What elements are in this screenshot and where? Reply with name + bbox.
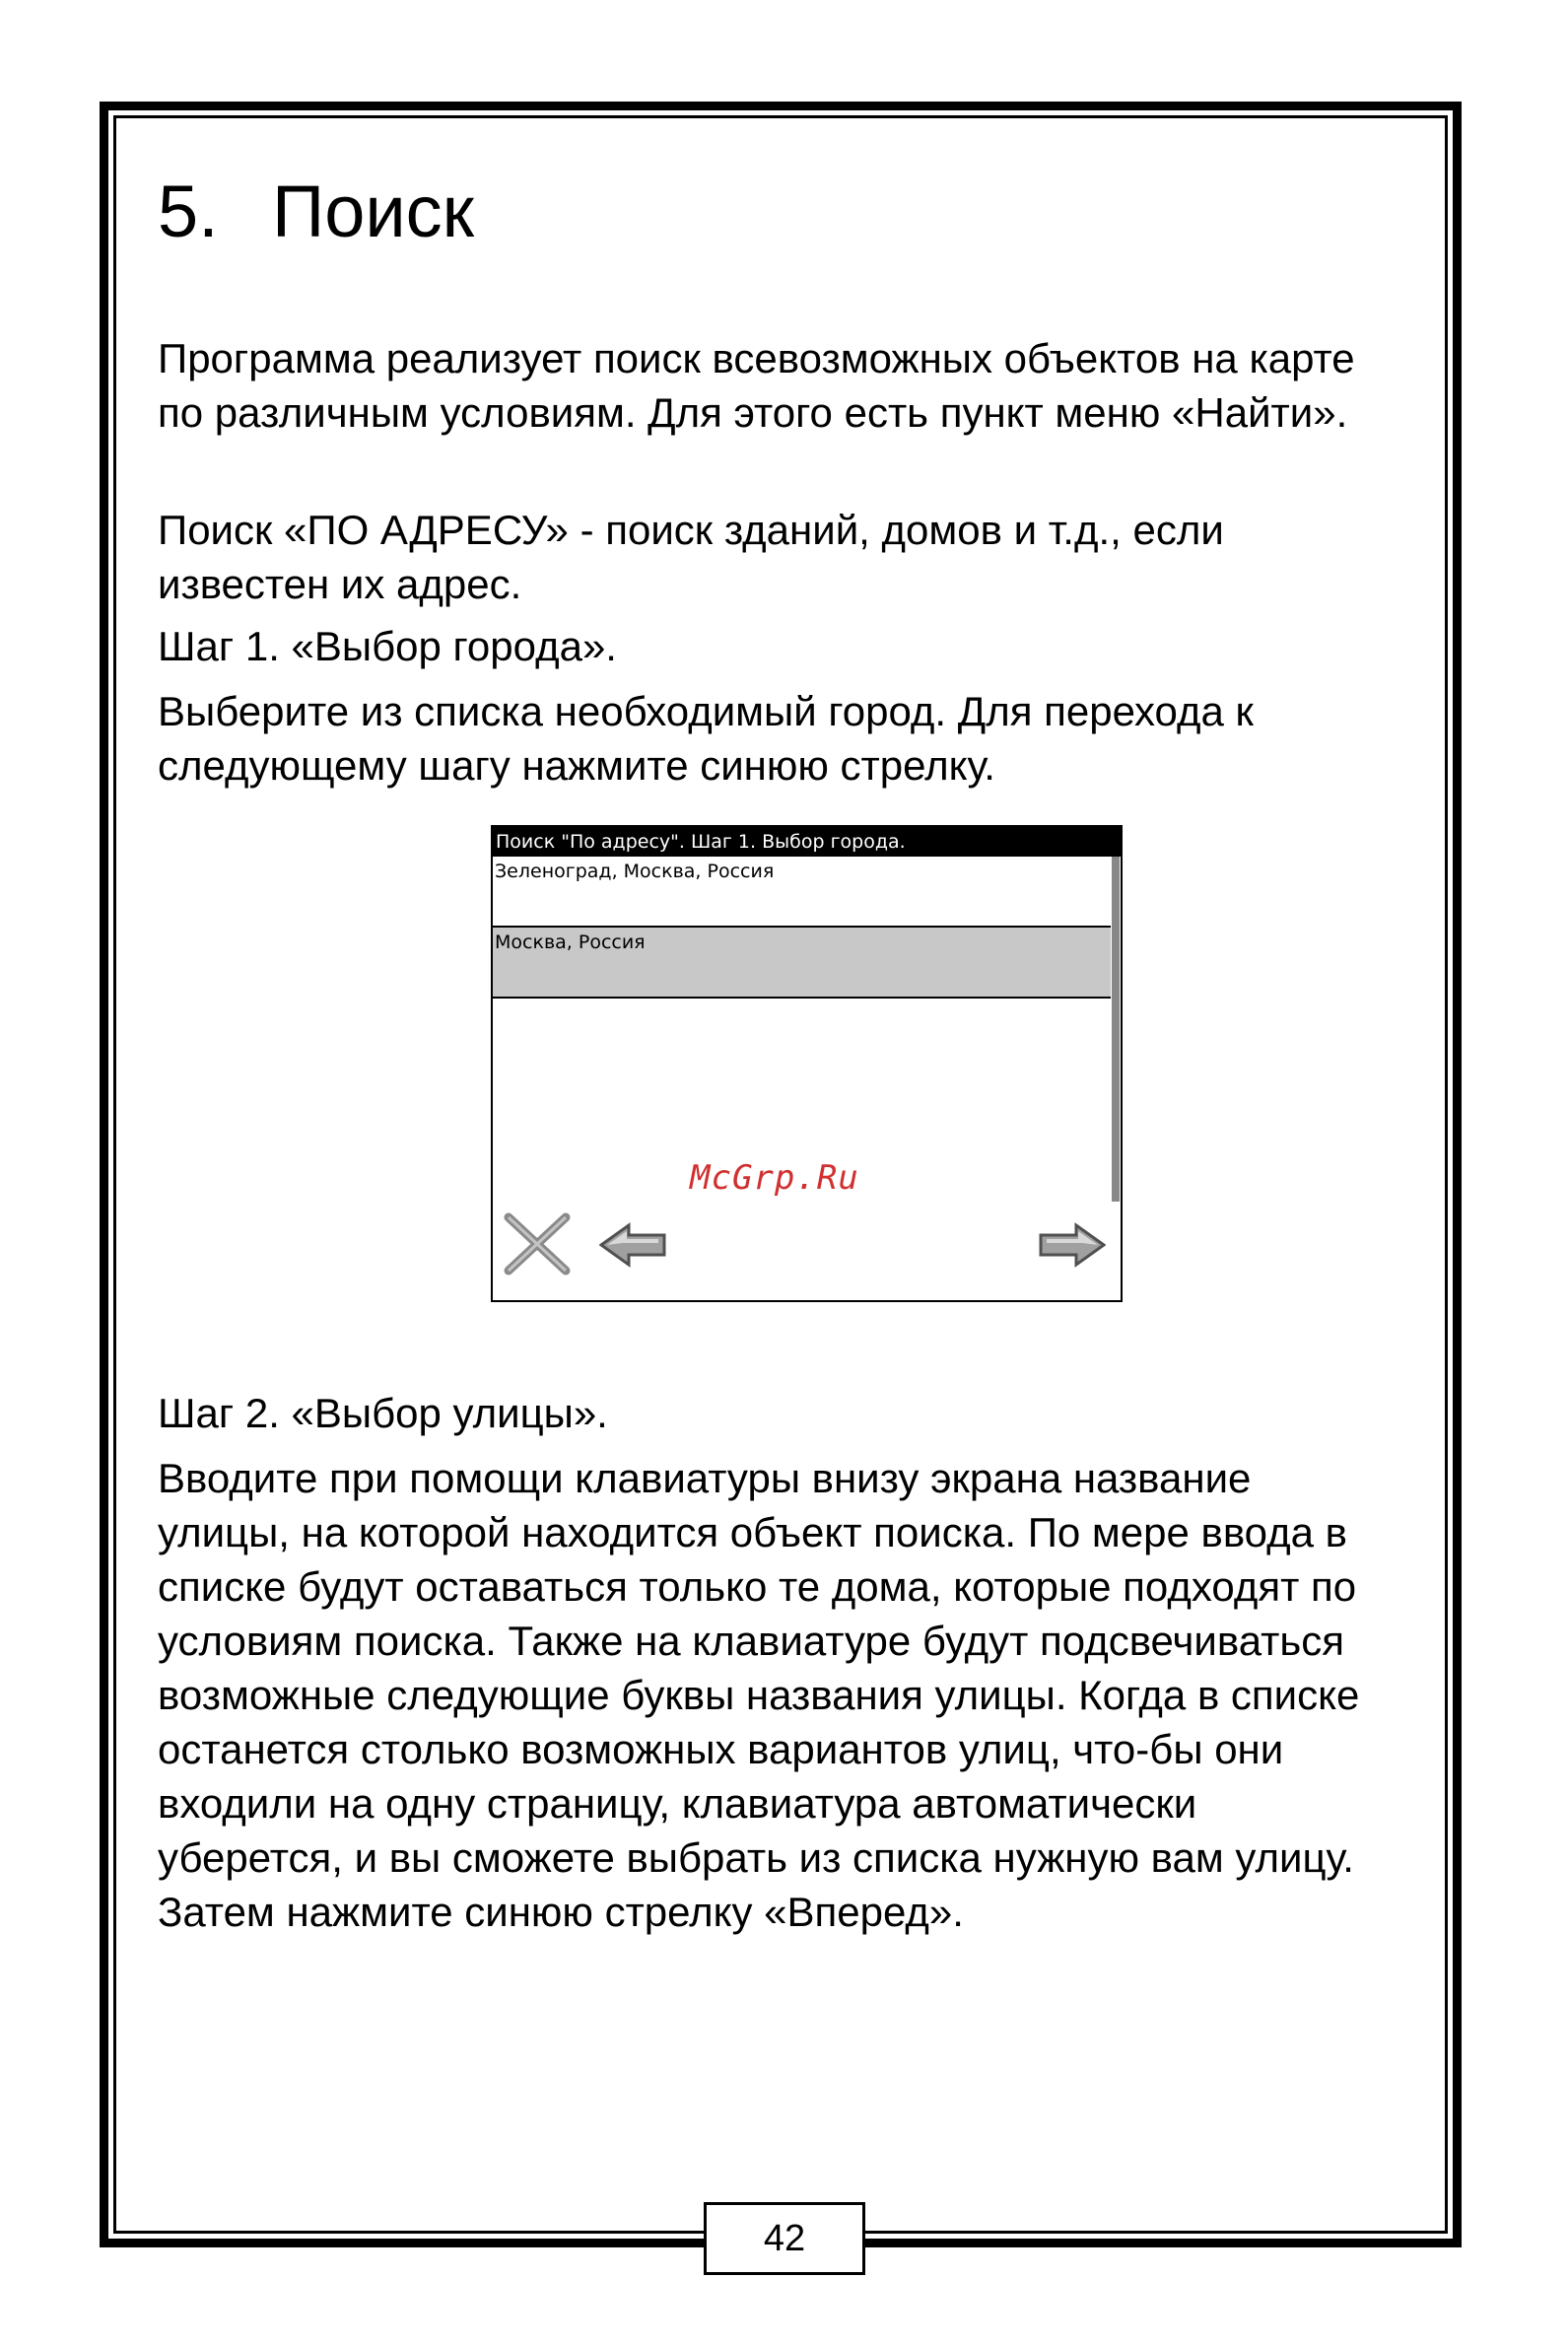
step2-text: Вводите при помощи клавиатуры внизу экрана название улицы, на которой находится объект поиска. По мере ввода в списке будут оставаться только те дома, которые подходят по условиям поиска. Также на клавиатуре будут подсвечиваться возможные следующие буквы названия улицы. Когда в списке останется столько возможных вариантов улиц, что-бы они входили на одну страницу, клавиатура автоматически уберется, и вы сможете выбрать из списка нужную вам улицу. Затем нажмите синюю стрелку «Вперед».	[158, 1455, 1360, 1935]
device-screenshot	[491, 825, 1123, 1302]
scrollbar[interactable]	[1112, 857, 1120, 1202]
city-list	[493, 857, 1111, 1042]
chapter-title-text: Поиск	[272, 171, 475, 252]
chapter-title	[158, 168, 1380, 256]
page-number: 42	[704, 2202, 865, 2275]
device-toolbar	[493, 1202, 1121, 1300]
intro-paragraph: Программа реализует поиск всевозможных объектов на карте по различным условиям. Для этого есть пункт меню «Найти».	[158, 335, 1355, 436]
step1-heading: Шаг 1. «Выбор города».	[158, 623, 617, 669]
watermark: McGrp.Ru	[690, 1158, 859, 1198]
device-title-bar: Поиск "По адресу". Шаг 1. Выбор города.	[493, 827, 1121, 857]
city-list-item-selected[interactable]: Москва, Россия	[493, 928, 1111, 999]
forward-arrow-icon[interactable]	[1037, 1221, 1106, 1269]
back-arrow-icon[interactable]	[599, 1221, 668, 1269]
chapter-number: 5.	[158, 171, 219, 252]
city-list-item[interactable]: Зеленоград, Москва, Россия	[493, 857, 1111, 928]
close-icon[interactable]	[503, 1211, 574, 1277]
step2-heading: Шаг 2. «Выбор улицы».	[158, 1390, 608, 1436]
step1-text: Выберите из списка необходимый город. Для перехода к следующему шагу нажмите синюю стрелку.	[158, 688, 1254, 789]
address-search-paragraph: Поиск «ПО АДРЕСУ» - поиск зданий, домов и т.д., если известен их адрес.	[158, 507, 1224, 607]
